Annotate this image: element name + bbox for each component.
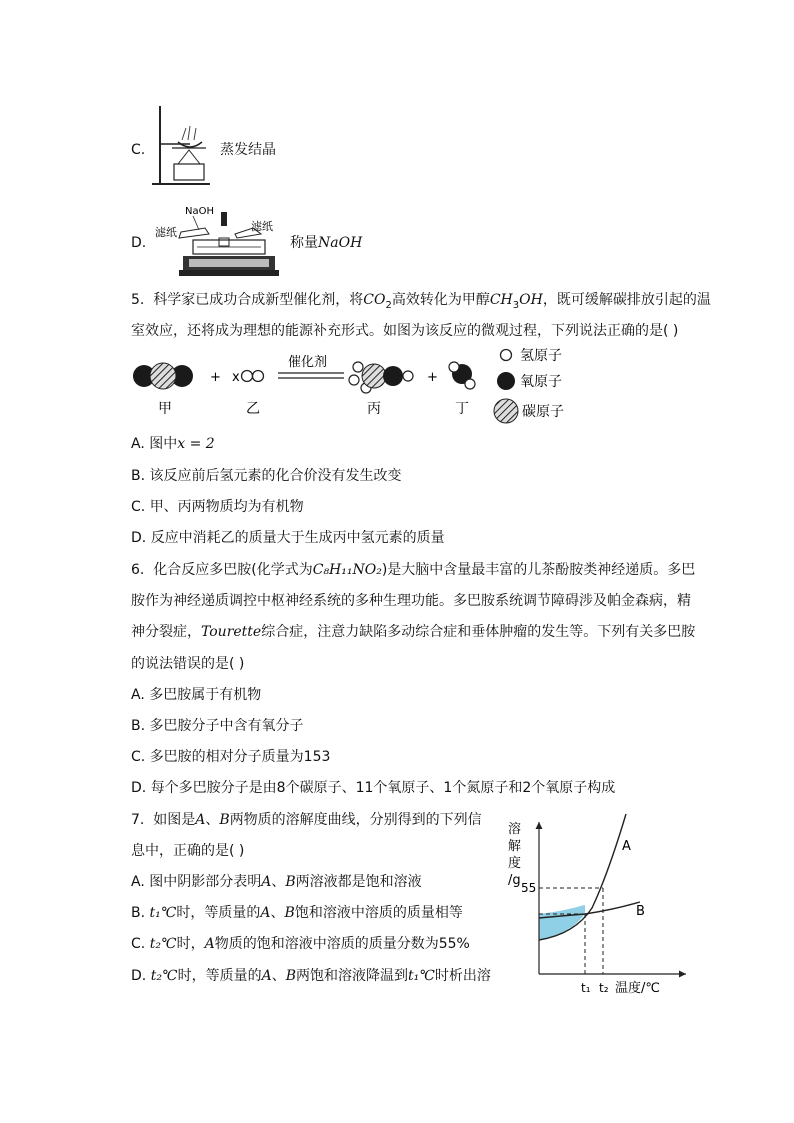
balance-figure bbox=[153, 202, 281, 278]
balance-right-paper-label: 滤纸 bbox=[251, 220, 273, 233]
q4-option-c-letter: C. bbox=[131, 142, 146, 158]
label-yi: 乙 bbox=[246, 401, 260, 417]
q7-option-d[interactable]: D. t₂℃时，等质量的A、B两饱和溶液降温到t₁℃时析出溶 bbox=[131, 968, 491, 984]
q5-stem-line2: 室效应，还将成为理想的能源补充形式。如图为该反应的微观过程，下列说法正确的是( ) bbox=[131, 323, 679, 339]
co2-molecule bbox=[133, 363, 193, 389]
q6-option-a[interactable]: A. 多巴胺属于有机物 bbox=[131, 687, 262, 703]
solubility-curve-graph bbox=[500, 812, 700, 1000]
legend-oxygen: 氧原子 bbox=[520, 374, 562, 390]
q5-stem-line1: 5. 科学家已成功合成新型催化剂，将$CO_2$高效转化为甲醇$CH_3OH$，既可缓解碳排放引起的温 bbox=[131, 292, 711, 311]
evaporation-apparatus-figure bbox=[150, 104, 220, 188]
plus-sign-2: + bbox=[427, 370, 438, 385]
legend-carbon-icon bbox=[494, 399, 518, 423]
curve-a-label: A bbox=[622, 839, 631, 854]
balance-naoh-label: NaOH bbox=[185, 206, 214, 217]
q6-option-d[interactable]: D. 每个多巴胺分子是由8个碳原子、11个氧原子、1个氮原子和2个氧原子构成 bbox=[131, 780, 616, 796]
q4-option-d-text: 称量NaOH bbox=[290, 235, 363, 251]
x-tick-t2: t₂ bbox=[599, 981, 609, 995]
q5-option-b[interactable]: B. 该反应前后氢元素的化合价没有发生改变 bbox=[131, 468, 402, 484]
q4-option-d-letter: D. bbox=[131, 235, 147, 251]
reaction-micro-diagram bbox=[130, 346, 580, 430]
legend-carbon: 碳原子 bbox=[522, 404, 564, 420]
label-jia: 甲 bbox=[158, 401, 172, 417]
legend-hydrogen: 氢原子 bbox=[520, 348, 562, 364]
q5-option-c[interactable]: C. 甲、丙两物质均为有机物 bbox=[131, 499, 304, 515]
q6-stem-line2: 胺作为神经递质调控中枢神经系统的多种生理功能。多巴胺系统调节障碍涉及帕金森病，精 bbox=[131, 593, 691, 609]
y-label-4: /g bbox=[508, 873, 521, 888]
q7-option-a[interactable]: A. 图中阴影部分表明A、B两溶液都是饱和溶液 bbox=[131, 874, 422, 890]
label-ding: 丁 bbox=[455, 401, 469, 417]
q6-stem-line3: 神分裂症，Tourette综合症，注意力缺陷多动综合症和垂体肿瘤的发生等。下列有关多巴胺 bbox=[131, 624, 696, 640]
h2o-molecule bbox=[449, 362, 475, 389]
legend-oxygen-icon bbox=[497, 372, 515, 390]
q7-stem-line2: 息中，正确的是( ) bbox=[131, 843, 245, 859]
y-label-2: 解 bbox=[508, 839, 522, 854]
plus-sign-1: + bbox=[210, 370, 221, 385]
ch3oh-molecule bbox=[349, 362, 413, 393]
y-tick-55: 55 bbox=[521, 881, 537, 895]
y-label-3: 度 bbox=[508, 856, 522, 871]
q6-option-c[interactable]: C. 多巴胺的相对分子质量为153 bbox=[131, 749, 331, 765]
y-label-1: 溶 bbox=[508, 822, 522, 837]
q5-option-a[interactable]: A. 图中x = 2 bbox=[131, 436, 215, 452]
q7-option-c[interactable]: C. t₂℃时，A物质的饱和溶液中溶质的质量分数为55% bbox=[131, 936, 470, 952]
legend-hydrogen-icon bbox=[501, 350, 512, 361]
q7-stem-line1: 7. 如图是A、B两物质的溶解度曲线，分别得到的下列信 bbox=[131, 812, 482, 828]
x-coefficient: x bbox=[232, 370, 240, 385]
curve-b-label: B bbox=[636, 904, 645, 919]
q6-option-b[interactable]: B. 多巴胺分子中含有氧分子 bbox=[131, 718, 304, 734]
label-bing: 丙 bbox=[367, 401, 381, 417]
q6-stem-line1: 6. 化合反应多巴胺(化学式为C₈H₁₁NO₂)是大脑中含量最丰富的儿茶酚胺类神经递质。多巴 bbox=[131, 562, 696, 578]
q6-stem-line4: 的说法错误的是( ) bbox=[131, 656, 245, 672]
q7-option-b[interactable]: B. t₁℃时，等质量的A、B饱和溶液中溶质的质量相等 bbox=[131, 905, 463, 921]
x-axis-label: 温度/℃ bbox=[615, 981, 660, 996]
catalyst-label: 催化剂 bbox=[288, 355, 328, 370]
q4-option-c-text: 蒸发结晶 bbox=[220, 142, 276, 158]
q5-option-d[interactable]: D. 反应中消耗乙的质量大于生成丙中氢元素的质量 bbox=[131, 530, 445, 546]
balance-left-paper-label: 滤纸 bbox=[155, 226, 177, 239]
x-tick-t1: t₁ bbox=[581, 981, 591, 995]
